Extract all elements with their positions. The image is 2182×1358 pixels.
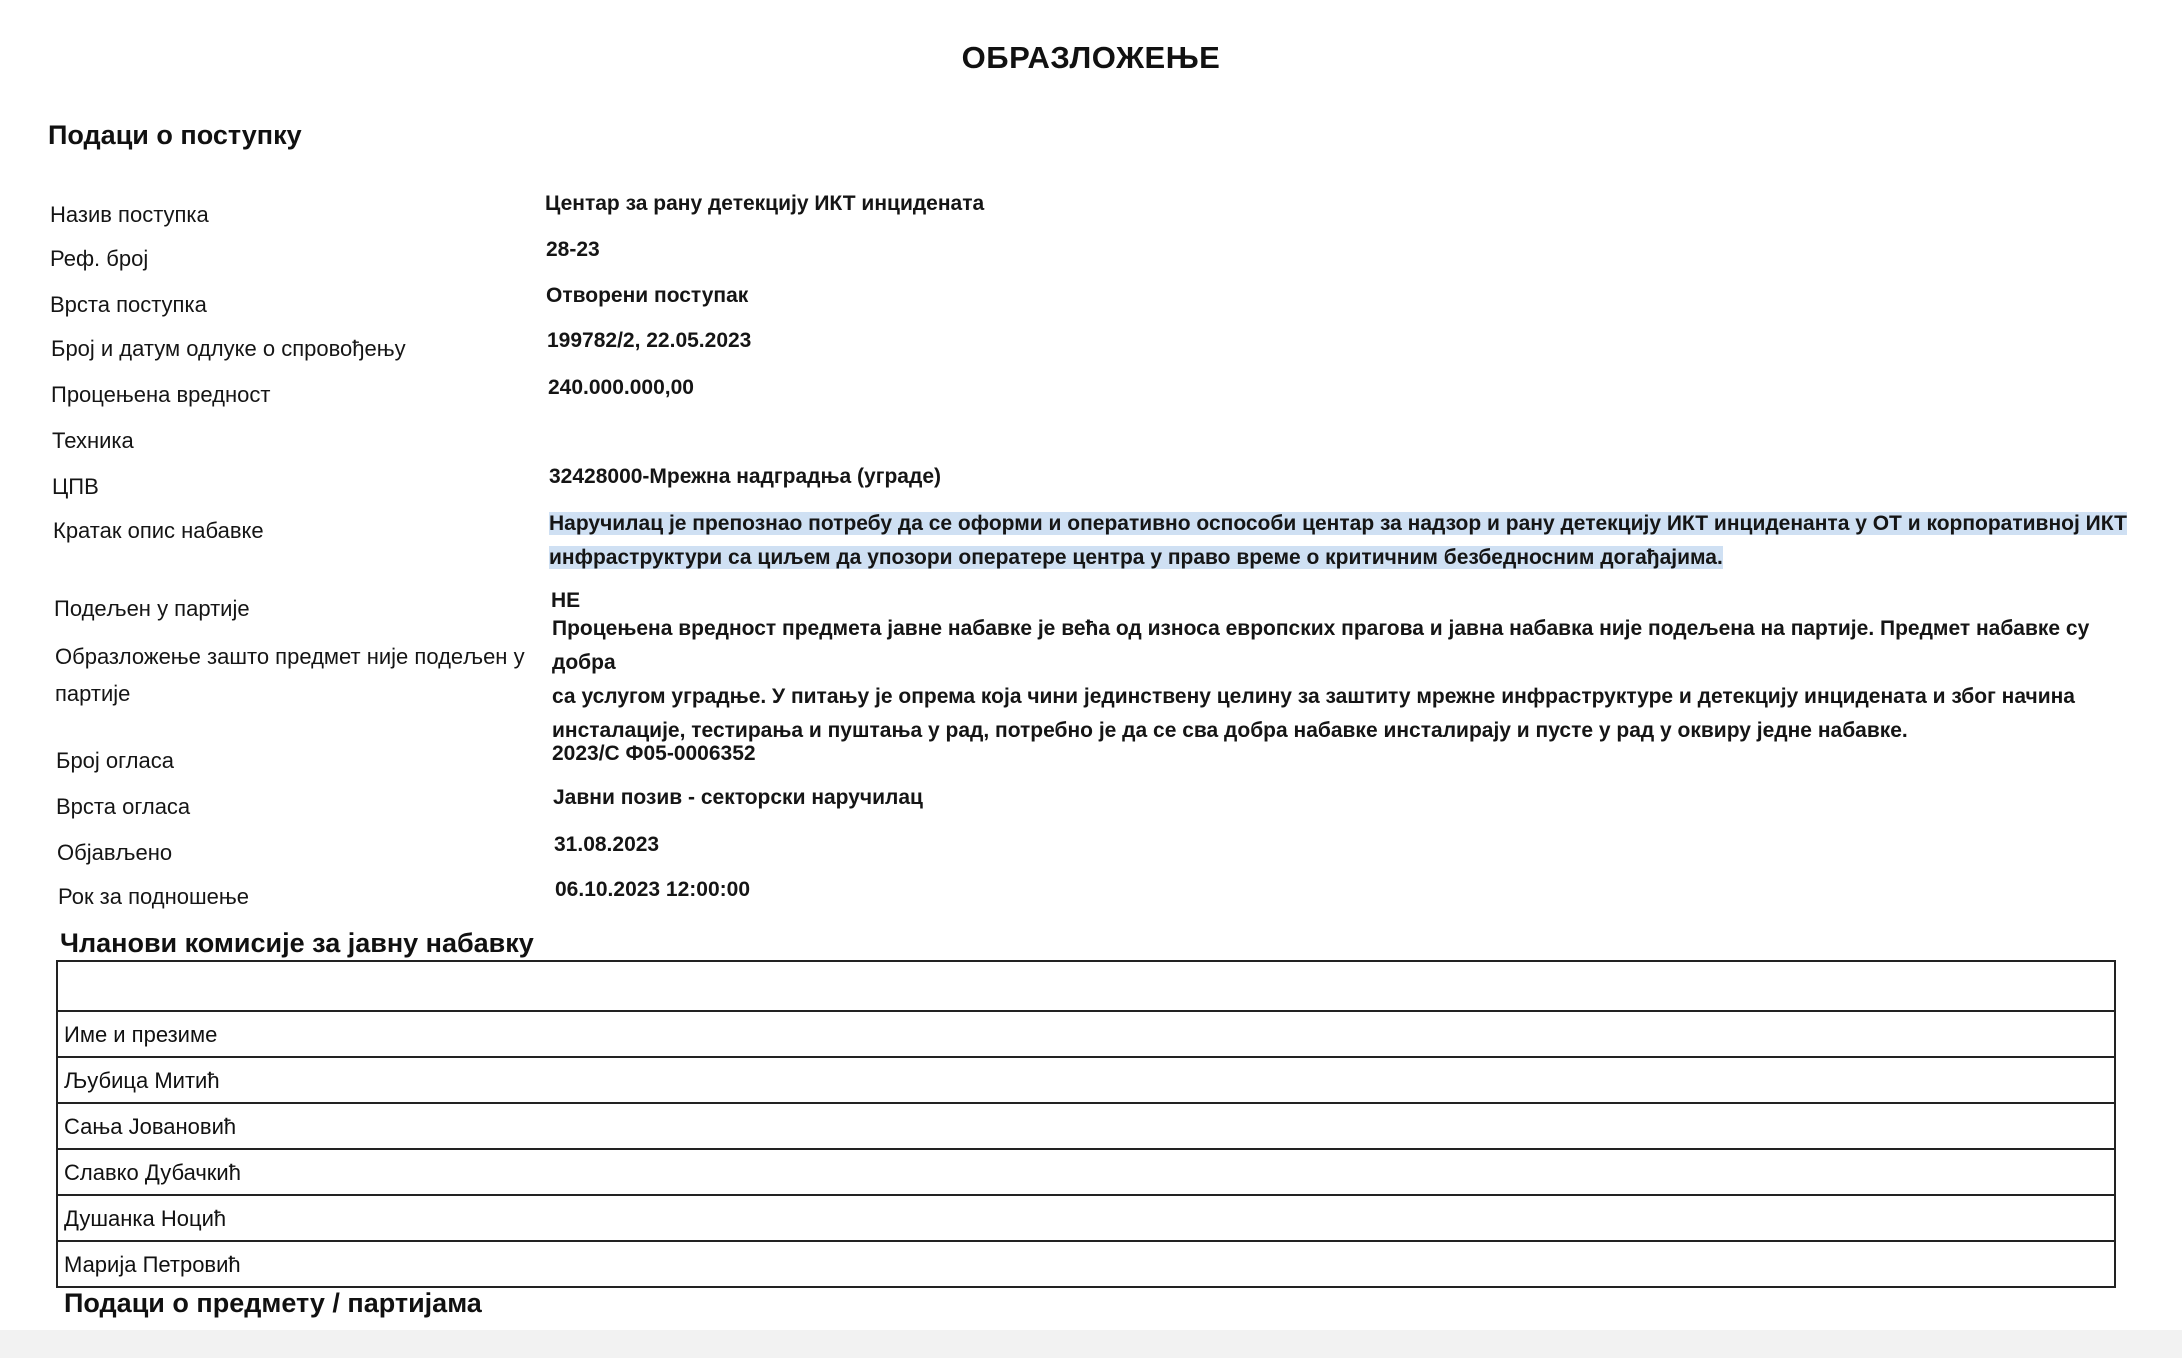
value-published: 31.08.2023: [554, 833, 660, 856]
label-procedure-type: Врста поступка: [50, 292, 207, 317]
value-short-description: [549, 507, 2129, 575]
document-title: ОБРАЗЛОЖЕЊЕ: [961, 40, 1221, 75]
label-estimated-value: Процењена вредност: [51, 382, 271, 407]
table-header-row: Име и презиме: [58, 1010, 2114, 1056]
label-decision: Број и датум одлуке о спровођењу: [51, 336, 406, 361]
table-row: Љубица Митић: [58, 1056, 2114, 1102]
value-ref-number: 28-23: [546, 238, 600, 261]
label-justification: [55, 638, 525, 712]
justification-line-3: инсталације, тестирања и пуштања у рад, потребно је да се сва добра набавке инсталирају и пусте у рад у оквиру једне набавке.: [552, 719, 1908, 742]
label-cpv: ЦПВ: [52, 474, 99, 499]
table-row: Душанка Ноцић: [58, 1194, 2114, 1240]
value-estimated-value: 240.000.000,00: [548, 376, 694, 399]
table-row-empty: [58, 962, 2114, 1010]
value-procedure-name: Центар за рану детекцију ИКТ инцидената: [545, 192, 985, 215]
value-cpv: 32428000-Мрежна надградња (уграде): [549, 465, 941, 488]
label-notice-type: Врста огласа: [56, 794, 191, 819]
value-procedure-type: Отворени поступак: [546, 284, 749, 307]
table-row: Марија Петровић: [58, 1240, 2114, 1286]
label-short-description: Кратак опис набавке: [53, 518, 264, 543]
short-description-line-2: инфраструктури са циљем да упозори оператере центра у право време о критичним безбедносним догађајима.: [549, 546, 1723, 569]
label-procedure-name: Назив поступка: [50, 202, 209, 227]
label-ref-number: Реф. број: [50, 246, 149, 271]
section-heading-subject: Подаци о предмету / партијама: [64, 1288, 482, 1318]
committee-table: [56, 960, 2116, 1288]
section-heading-procedure: Подаци о поступку: [48, 120, 302, 150]
table-row: Славко Дубачкић: [58, 1148, 2114, 1194]
value-divided-into-lots: НЕ: [551, 589, 581, 612]
label-deadline: Рок за подношење: [58, 884, 249, 909]
page-bottom-edge: [0, 1330, 2182, 1358]
label-published: Објављено: [57, 840, 173, 865]
table-row: Сања Јовановић: [58, 1102, 2114, 1148]
value-notice-type: Јавни позив - секторски наручилац: [553, 786, 923, 809]
justification-line-2: са услугом уградње. У питању је опрема која чини јединствену целину за заштиту мрежне инфраструктуре и детекцију инцидената и због начина: [552, 685, 2075, 708]
section-heading-committee: Чланови комисије за јавну набавку: [60, 928, 534, 958]
short-description-line-1: Наручилац је препознао потребу да се оформи и оперативно оспособи центар за надзор и рану детекцију ИКТ инциденанта у ОТ и корпоративној ИКТ: [549, 512, 2127, 535]
label-divided-into-lots: Подељен у партије: [54, 596, 250, 621]
value-deadline: 06.10.2023 12:00:00: [555, 878, 750, 901]
justification-line-1: Процењена вредност предмета јавне набавке је већа од износа европских прагова и јавна набавка није подељена на партије. Предмет набавке су добра: [552, 617, 2090, 674]
label-notice-number: Број огласа: [56, 748, 174, 773]
justification-label-line-1: Образложење зашто предмет није подељен у: [55, 644, 525, 669]
label-technique: Техника: [52, 428, 134, 453]
value-justification: [552, 612, 2112, 748]
value-decision: 199782/2, 22.05.2023: [547, 329, 752, 352]
justification-label-line-2: партије: [55, 681, 131, 706]
value-notice-number: 2023/С Ф05-0006352: [552, 742, 756, 765]
